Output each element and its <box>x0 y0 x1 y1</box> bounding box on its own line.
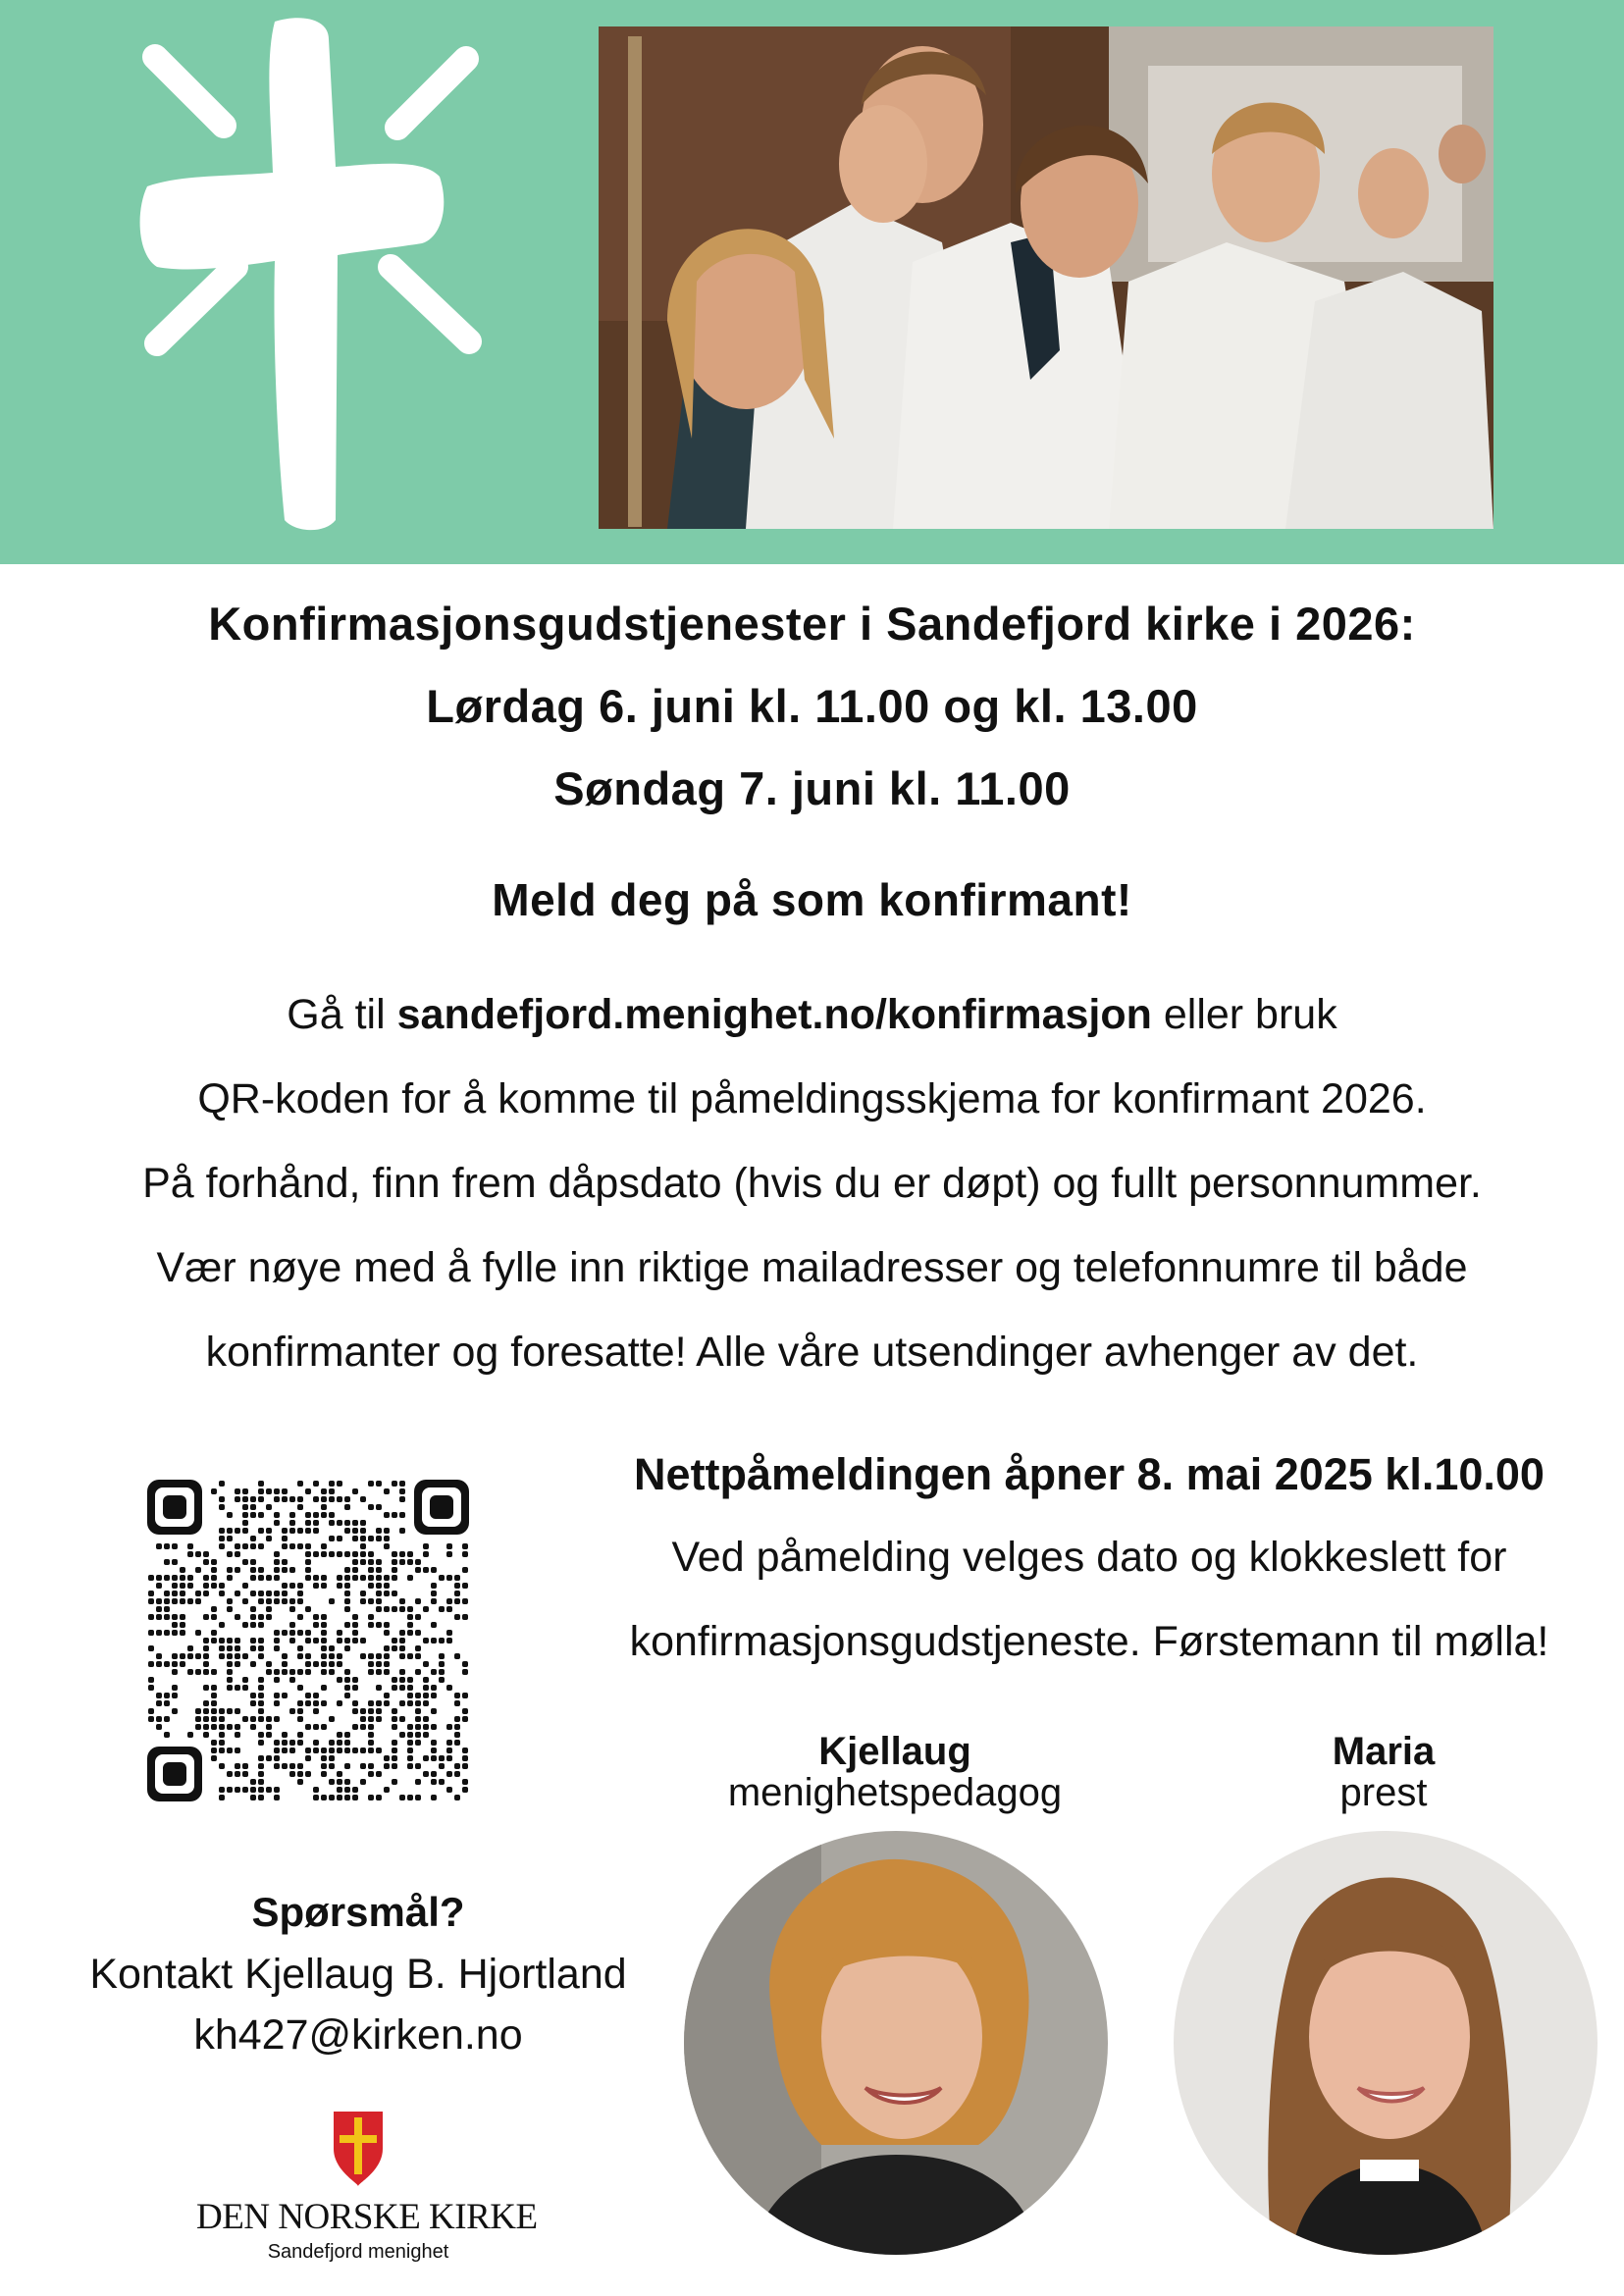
signup-line-2: QR-koden for å komme til påmeldingsskjema for konfirmant 2026. <box>197 1075 1427 1122</box>
contact-line: Kontakt Kjellaug B. Hjortland <box>89 1951 627 1998</box>
cross-icon <box>128 10 491 540</box>
portrait-maria <box>1174 1831 1598 2255</box>
contact-email[interactable]: kh427@kirken.no <box>193 2011 523 2059</box>
signup-link[interactable]: sandefjord.menighet.no/konfirmasjon <box>396 991 1152 1038</box>
church-logo <box>196 2110 538 2267</box>
church-shield-icon <box>196 2110 520 2188</box>
staff-role-kjellaug: menighetspedagog <box>727 1771 1063 1814</box>
qr-code[interactable] <box>147 1480 469 1801</box>
staff-name-maria: Maria <box>1332 1730 1436 1773</box>
signup-line-4: Vær nøye med å fylle inn riktige mailadresser og telefonnumre til både <box>156 1244 1468 1291</box>
signup-line-5: konfirmanter og foresatte! Alle våre utsendinger avhenger av det. <box>205 1329 1419 1376</box>
signup-line-1-suffix: eller bruk <box>1151 991 1337 1038</box>
signup-line-1 <box>0 991 1624 1039</box>
signup-line-3: På forhånd, finn frem dåpsdato (hvis du er døpt) og fullt personnummer. <box>142 1160 1482 1207</box>
staff-name-kjellaug: Kjellaug <box>818 1730 971 1773</box>
registration-line-2: konfirmasjonsgudstjeneste. Førstemann til mølla! <box>629 1618 1549 1665</box>
portrait-kjellaug <box>684 1831 1108 2255</box>
logo-name: DEN NORSKE KIRKE <box>196 2197 538 2237</box>
registration-line-1: Ved påmelding velges dato og klokkeslett for <box>671 1534 1507 1581</box>
page-title: Konfirmasjonsgudstjenester i Sandefjord kirke i 2026: <box>208 598 1416 650</box>
date-sunday: Søndag 7. juni kl. 11.00 <box>553 762 1071 814</box>
date-saturday: Lørdag 6. juni kl. 11.00 og kl. 13.00 <box>426 680 1198 732</box>
contact-question: Spørsmål? <box>251 1889 465 1935</box>
signup-line-1-prefix: Gå til <box>287 991 397 1038</box>
registration-opens: Nettpåmeldingen åpner 8. mai 2025 kl.10.00 <box>634 1449 1545 1499</box>
staff-role-maria: prest <box>1339 1771 1428 1814</box>
signup-cta: Meld deg på som konfirmant! <box>492 874 1132 925</box>
logo-subtitle: Sandefjord menighet <box>267 2241 449 2263</box>
confirmands-photo <box>599 26 1493 529</box>
